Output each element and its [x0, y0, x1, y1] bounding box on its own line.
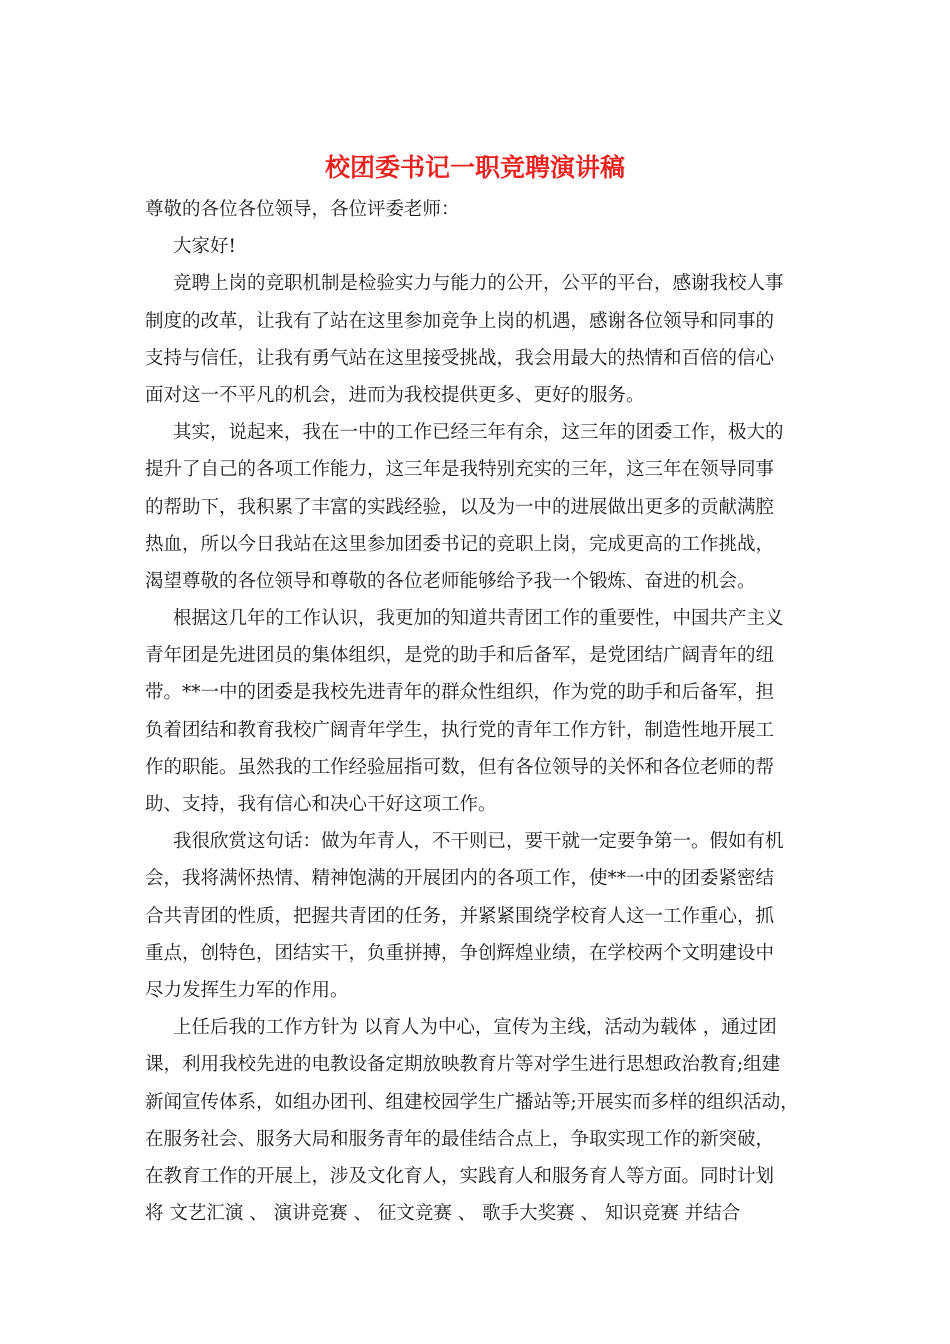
text-line: 根据这几年的工作认识，我更加的知道共青团工作的重要性，中国共产主义 [173, 608, 784, 630]
text-line: 重点，创特色，团结实干，负重拼搏，争创辉煌业绩，在学校两个文明建设中 [145, 942, 775, 964]
document-title: 校团委书记一职竞聘演讲稿 [324, 153, 625, 182]
text-line: 带。**一中的团委是我校先进青年的群众性组织，作为党的助手和后备军，担 [145, 682, 775, 704]
text-line: 面对这一不平凡的机会，进而为我校提供更多、更好的服务。 [145, 384, 645, 406]
text-line: 尊敬的各位各位领导，各位评委老师： [145, 199, 460, 220]
text-line: 上任后我的工作方针为 以育人为中心，宣传为主线，活动为载体 ，通过团 [173, 1017, 777, 1039]
text-line: 会，我将满怀热情、精神饱满的开展团内的各项工作，使**一中的团委紧密结 [145, 868, 775, 890]
text-line: 其实，说起来，我在一中的工作已经三年有余，这三年的团委工作，极大的 [173, 422, 784, 444]
text-line: 提升了自己的各项工作能力，这三年是我特别充实的三年，这三年在领导同事 [145, 459, 775, 481]
text-line: 渴望尊敬的各位领导和尊敬的各位老师能够给予我一个锻炼、奋进的机会。 [145, 570, 756, 592]
text-line: 作的职能。虽然我的工作经验屈指可数，但有各位领导的关怀和各位老师的帮 [145, 756, 775, 778]
document-body [145, 191, 813, 1232]
text-line: 助、支持，我有信心和决心干好这项工作。 [145, 794, 497, 815]
text-line: 合共青团的性质，把握共青团的任务，并紧紧围绕学校育人这一工作重心，抓 [145, 905, 775, 927]
text-line: 课，利用我校先进的电教设备定期放映教育片等对学生进行思想政治教育;组建 [145, 1054, 781, 1076]
text-line: 我很欣赏这句话：做为年青人，不干则已，要干就一定要争第一。假如有机 [173, 831, 784, 853]
text-line: 将 文艺汇演 、 演讲竞赛 、 征文竞赛 、 歌手大奖赛 、 知识竞赛 并结合 [145, 1203, 741, 1225]
text-line: 在服务社会、服务大局和服务青年的最佳结合点上，争取实现工作的新突破， [145, 1128, 775, 1150]
text-line: 在教育工作的开展上，涉及文化育人，实践育人和服务育人等方面。同时计划 [145, 1165, 775, 1187]
text-line: 制度的改革，让我有了站在这里参加竞争上岗的机遇，感谢各位领导和同事的 [145, 310, 775, 332]
text-line: 的帮助下，我积累了丰富的实践经验，以及为一中的进展做出更多的贡献满腔 [145, 496, 775, 518]
text-line: 热血，所以今日我站在这里参加团委书记的竞职上岗，完成更高的工作挑战， [145, 533, 775, 555]
text-line: 大家好! [173, 236, 236, 258]
text-line: 支持与信任，让我有勇气站在这里接受挑战，我会用最大的热情和百倍的信心 [145, 347, 775, 369]
text-line: 竞聘上岗的竞职机制是检验实力与能力的公开，公平的平台，感谢我校人事 [173, 273, 784, 295]
text-line: 负着团结和教育我校广阔青年学生，执行党的青年工作方针，制造性地开展工 [145, 719, 775, 741]
text-line: 新闻宣传体系，如组办团刊、组建校园学生广播站等;开展实而多样的组织活动， [145, 1091, 799, 1113]
text-line: 尽力发挥生力军的作用。 [145, 979, 349, 1001]
text-line: 青年团是先进团员的集体组织，是党的助手和后备军，是党团结广阔青年的纽 [145, 645, 775, 667]
